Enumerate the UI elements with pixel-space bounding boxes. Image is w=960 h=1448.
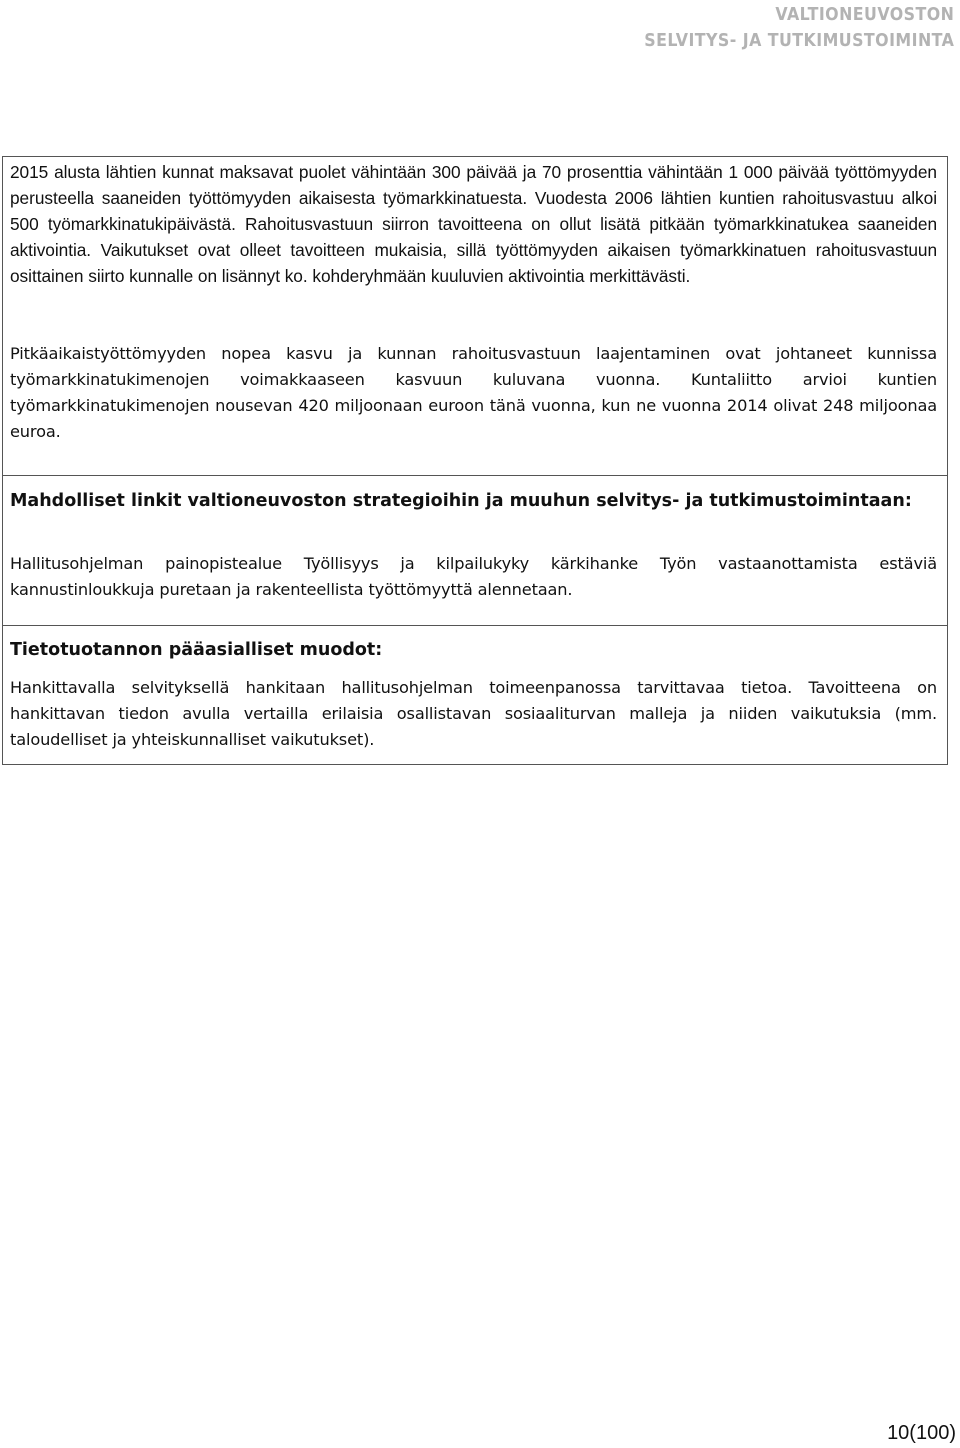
knowledge-production-body: Hankittavalla selvityksellä hankitaan hallitusohjelman toimeenpanossa tarvittavaa tietoa. Tavoitteena on hankittavan tiedon avulla vertailla erilaisia osallistavan sosiaaliturvan malleja ja niiden vaikutuksia (mm. taloudelliset ja yhteiskunnalliset vaikutukset). xyxy=(10,678,937,749)
publisher-logo xyxy=(644,2,954,54)
knowledge-production-heading: Tietotuotannon pääasialliset muodot: xyxy=(10,640,383,660)
background-paragraph-1: 2015 alusta lähtien kunnat maksavat puolet vähintään 300 päivää ja 70 prosenttia vähintään 1 000 päivää työttömyyden perusteella saaneiden työttömyyden aikaisesta työmarkkinatuesta. Vuodesta 2006 lähtien kuntien rahoitusvastuu alkoi 500 työmarkkinatukipäivästä. Rahoitusvastuun siirron tavoitteena on ollut lisätä pitkään työmarkkinatukea saaneiden aktivointia. Vaikutukset ovat olleet tavoitteen mukaisia, sillä työttömyyden aikaisen työmarkkinatuen rahoitusvastuun osittainen siirto kunnalle on lisännyt ko. kohderyhmään kuuluvien aktivointia merkittävästi. xyxy=(10,162,937,286)
publisher-name-line1: VALTIONEUVOSTON xyxy=(774,4,954,25)
strategy-links-heading: Mahdolliset linkit valtioneuvoston strategioihin ja muuhun selvitys- ja tutkimustoimintaan: xyxy=(10,491,912,511)
page-number: 10(100) xyxy=(887,1422,956,1444)
background-paragraph-2: Pitkäaikaistyöttömyyden nopea kasvu ja kunnan rahoitusvastuun laajentaminen ovat johtaneet kunnissa työmarkkinatukimenojen voimakkaaseen kasvuun kuluvana vuonna. Kuntaliitto arvioi kuntien työmarkkinatukimenojen nousevan 420 miljoonaan euroon tänä vuonna, kun ne vuonna 2014 olivat 248 miljoonaa euroa. xyxy=(10,344,937,441)
publisher-name-line2: SELVITYS- JA TUTKIMUSTOIMINTA xyxy=(643,30,954,51)
strategy-links-body: Hallitusohjelman painopistealue Työllisyys ja kilpailukyky kärkihanke Työn vastaanottamista estäviä kannustinloukkuja puretaan ja rakenteellista työttömyyttä alennetaan. xyxy=(10,554,937,599)
